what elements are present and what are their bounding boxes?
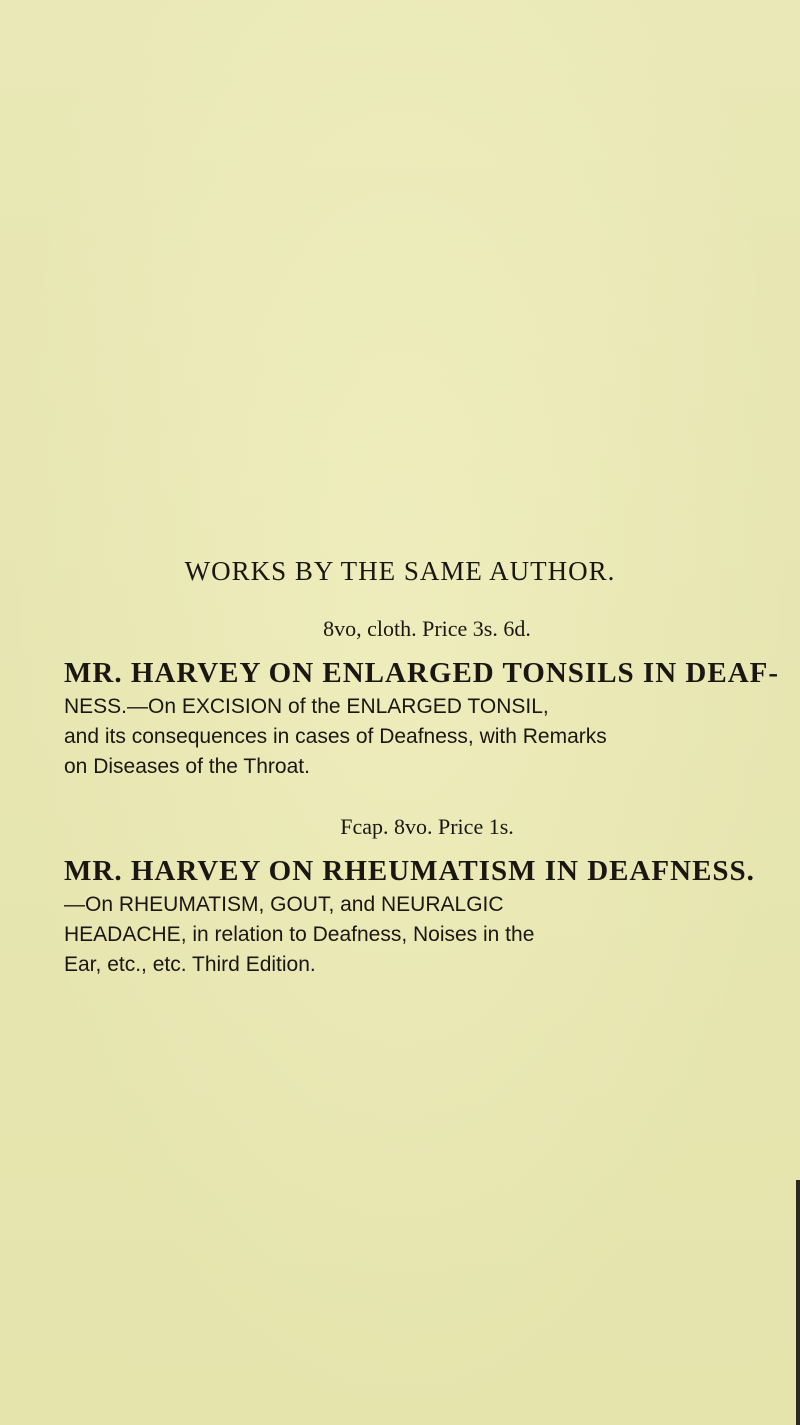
entry-body-line: NESS.—On EXCISION of the ENLARGED TONSIL, [64, 695, 549, 718]
price-line: Fcap. 8vo. Price 1s. [340, 814, 514, 839]
page-edge-shadow [796, 1180, 800, 1425]
entry-body-line: and its consequences in cases of Deafness, with Remarks [64, 725, 607, 748]
entry-body-line: on Diseases of the Throat. [64, 755, 310, 778]
entry-body-line: Ear, etc., etc. Third Edition. [64, 953, 316, 976]
book-entry [64, 616, 780, 782]
entry-body-line: —On RHEUMATISM, GOUT, and NEURALGIC [64, 893, 504, 916]
entry-body-line: HEADACHE, in relation to Deafness, Noises in the [64, 923, 535, 946]
price-line: 8vo, cloth. Price 3s. 6d. [323, 616, 531, 641]
book-entry [64, 814, 755, 980]
entry-title-line: MR. HARVEY ON ENLARGED TONSILS IN DEAF- [64, 657, 780, 689]
page-heading: WORKS BY THE SAME AUTHOR. [184, 556, 616, 586]
entry-title-line: MR. HARVEY ON RHEUMATISM IN DEAFNESS. [64, 855, 755, 887]
